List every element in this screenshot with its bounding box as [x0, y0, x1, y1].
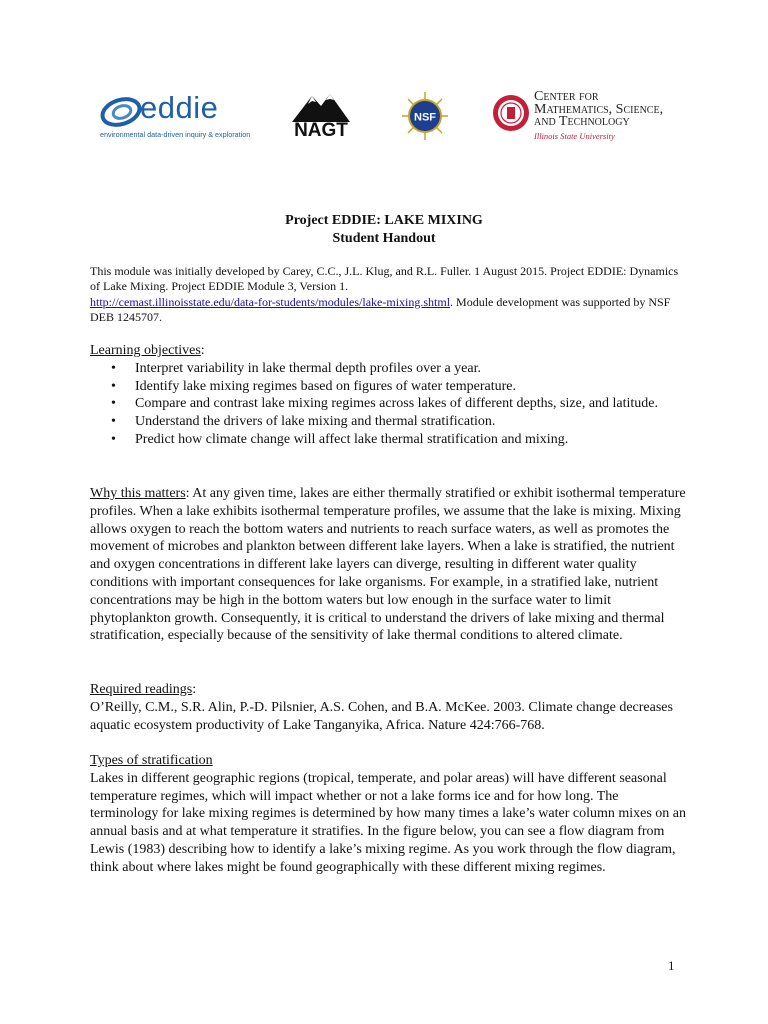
logo-bar [0, 88, 768, 148]
eddie-wordmark: eddie [140, 90, 219, 125]
why-heading: Why this matters [90, 486, 186, 501]
nsf-globe-icon [402, 92, 448, 140]
types-text: Lakes in different geographic regions (tropical, temperate, and polar areas) will have different seasonal temperature regimes, which will impact whether or not a lake forms ice and for how long. The terminology for lake mixing regimes is determined by how many times a lake’s water column mixes on an annual basis and at what temperature it stratifies. In the figure below, you can see a flow diagram from Lewis (1983) describing how to identify a lake’s mixing regime. As you work through the flow diagram, think about where lakes might be found geographically with these different mixing regimes. [90, 770, 687, 875]
readings-text: O’Reilly, C.M., S.R. Alin, P.-D. Pilsnier, A.S. Cohen, and B.A. McKee. 2003. Climate change decreases aquatic ecosystem productivity of Lake Tanganyika, Africa. Nature 424:766-768. [90, 699, 673, 733]
isu-seal-icon [492, 94, 530, 132]
types-of-stratification-section [90, 752, 690, 877]
objectives-list [90, 360, 690, 449]
learning-objectives-section: Learning objectives: • Interpret variability in lake thermal depth profiles over a year. • Identify lake mixing regimes based on figures of water temperature. • Compare and contrast lake mixing regimes across lakes of different depths, size, and latitude. • Understand the drivers of lake mixing and thermal stratification. • Predict how climate change will affect lake thermal stratification and mixing. [90, 342, 690, 449]
objective-item: • Compare and contrast lake mixing regimes across lakes of different depths, size, and latitude. [135, 395, 690, 413]
nsf-logo [402, 92, 448, 140]
objectives-heading: Learning objectives [90, 343, 201, 358]
intro-text: This module was initially developed by Carey, C.C., J.L. Klug, and R.L. Fuller. 1 August 2015. Project EDDIE: Dynamics of Lake Mixing. Project EDDIE Module 3, Version 1. [90, 264, 679, 294]
objective-item: • Identify lake mixing regimes based on figures of water temperature. [135, 378, 690, 396]
eddie-tagline: environmental data-driven inquiry & exploration [100, 130, 251, 139]
isu-name: Illinois State University [534, 131, 615, 141]
objective-item: • Understand the drivers of lake mixing and thermal stratification. [135, 413, 690, 431]
cemast-line-2: Mathematics, Science, [534, 101, 664, 117]
nagt-wordmark: NAGT [294, 120, 348, 141]
required-readings-section: Required readings: O’Reilly, C.M., S.R. Alin, P.-D. Pilsnier, A.S. Cohen, and B.A. McKee. 2003. Climate change decreases aquatic ecosystem productivity of Lake Tanganyika, Africa. Nature 424:766-768. [90, 681, 690, 734]
objective-item: • Predict how climate change will affect lake thermal stratification and mixing. [135, 431, 690, 449]
page-title [0, 212, 768, 248]
nagt-logo [288, 90, 354, 146]
title-line-2: Student Handout [332, 231, 436, 246]
title-line-1: Project EDDIE: LAKE MIXING [285, 213, 483, 228]
cemast-line-1: Center for [534, 89, 599, 104]
why-text: : At any given time, lakes are either thermally stratified or exhibit isothermal temperature profiles. When a lake exhibits isothermal temperature profiles, we assume that the lake is mixing. Mixing allows oxygen to reach the bottom waters and nutrients to reach surface waters, as well as promotes the movement of microbes and plankton between different lake layers. When a lake is stratified, the nutrient and oxygen concentrations in different lake layers can diverge, resulting in different water quality conditions with important consequences for lake organisms. For example, in a stratified lake, nutrient concentrations may be high in the bottom waters but low enough in the surface water to limit phytoplankton growth. Consequently, it is critical to understand the drivers of lake mixing and thermal stratification, especially because of the sensitivity of lake thermal conditions to altered climate. [90, 486, 686, 644]
module-link[interactable]: http://cemast.illinoisstate.edu/data-for-students/modules/lake-mixing.shtml [90, 294, 451, 309]
cemast-name [534, 91, 663, 129]
cemast-line-3: and Technology [534, 114, 630, 129]
intro-paragraph [90, 264, 690, 325]
objective-item: • Interpret variability in lake thermal depth profiles over a year. [135, 360, 690, 378]
page-number: 1 [668, 958, 675, 973]
intro-support-text: . Module development was supported by NSF DEB 1245707. [90, 294, 671, 324]
eddie-logo [100, 90, 251, 144]
types-heading: Types of stratification [90, 753, 213, 768]
mountain-icon [288, 90, 354, 124]
readings-heading: Required readings [90, 682, 193, 697]
eddie-swirl-icon [100, 94, 142, 130]
why-this-matters-section [90, 485, 690, 645]
cemast-logo [492, 90, 682, 146]
nsf-wordmark: NSF [414, 111, 436, 124]
